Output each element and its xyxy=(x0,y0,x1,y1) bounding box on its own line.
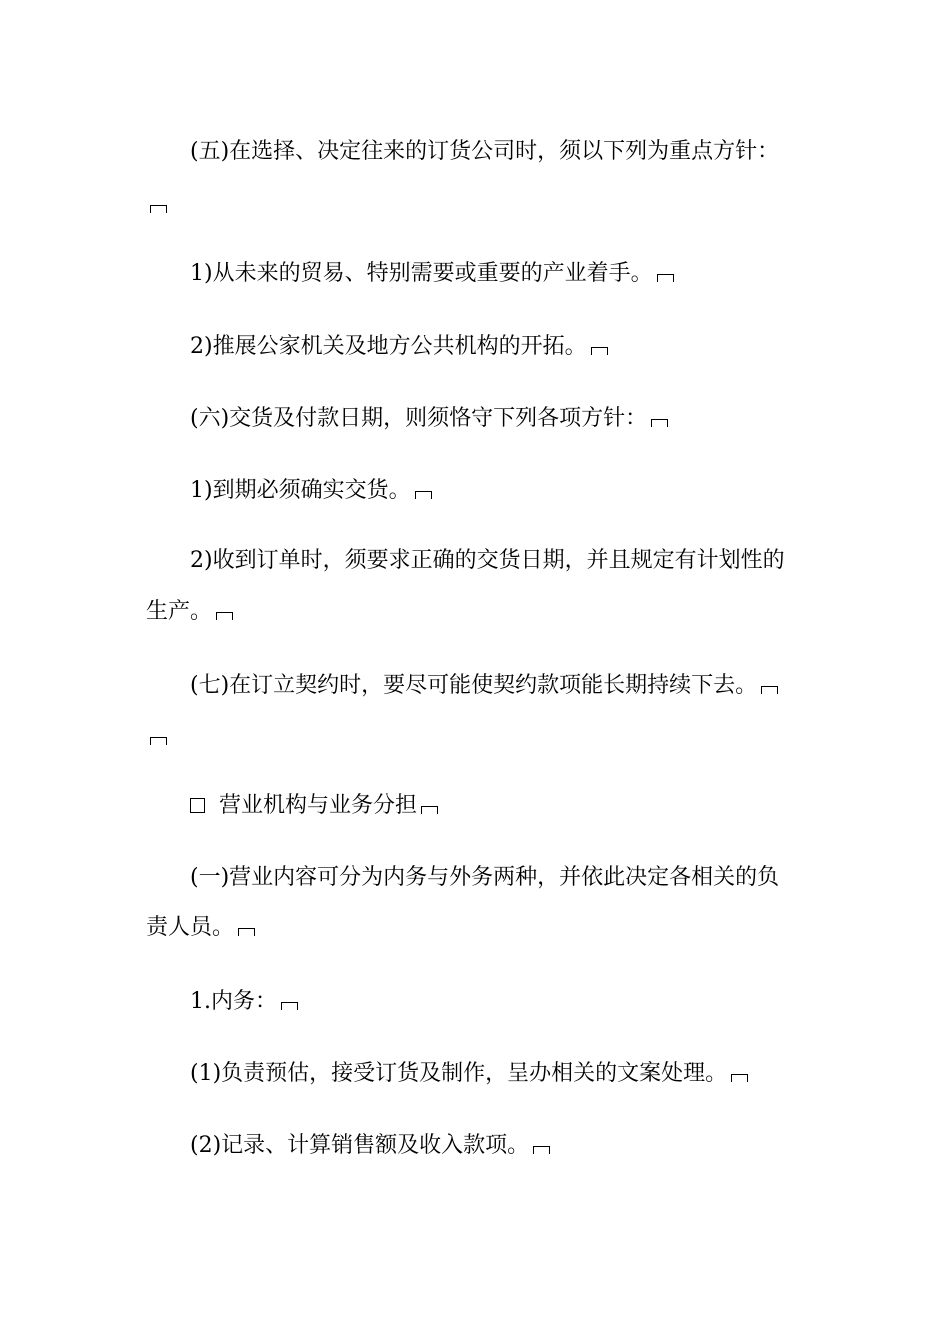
paragraph-mark-icon xyxy=(761,686,778,694)
paragraph-mark-icon xyxy=(731,1074,748,1082)
line-text: (一)营业内容可分为内务与外务两种，并依此决定各相关的负 xyxy=(190,865,780,890)
line-text: 1.内务： xyxy=(190,989,277,1014)
paragraph-mark-icon xyxy=(415,491,432,499)
line-text: (七)在订立契约时，要尽可能使契约款项能长期持续下去。 xyxy=(190,673,758,698)
paragraph-mark-icon xyxy=(591,347,608,355)
section-heading xyxy=(190,791,438,821)
paragraph-mark-icon xyxy=(150,737,167,745)
line-text: 1)从未来的贸易、特别需要或重要的产业着手。 xyxy=(190,261,653,286)
line-text: (六)交货及付款日期，则须恪守下列各项方针： xyxy=(190,406,648,431)
paragraph-mark-icon xyxy=(150,205,167,213)
paragraph-line xyxy=(190,476,432,506)
paragraph-line xyxy=(190,1059,748,1089)
paragraph-line xyxy=(146,597,233,627)
checkbox-square-icon xyxy=(190,798,205,813)
paragraph-line xyxy=(190,863,779,893)
paragraph-line xyxy=(190,259,674,289)
line-text: 生产。 xyxy=(146,599,213,624)
paragraph-line xyxy=(190,546,785,576)
paragraph-line xyxy=(190,137,779,167)
line-text: 1)到期必须确实交货。 xyxy=(190,478,411,503)
line-text: 责人员。 xyxy=(146,915,235,940)
line-text: (2)记录、计算销售额及收入款项。 xyxy=(190,1133,530,1158)
paragraph-mark-icon xyxy=(281,1002,298,1010)
paragraph-line xyxy=(190,987,298,1017)
paragraph-mark-icon xyxy=(216,612,233,620)
heading-text: 营业机构与业务分担 xyxy=(219,793,418,818)
line-text: (五)在选择、决定往来的订货公司时，须以下列为重点方针： xyxy=(190,139,780,164)
paragraph-line xyxy=(190,404,668,434)
paragraph-mark-icon xyxy=(651,419,668,427)
line-text: (1)负责预估，接受订货及制作，呈办相关的文案处理。 xyxy=(190,1061,728,1086)
line-text: 2)收到订单时，须要求正确的交货日期，并且规定有计划性的 xyxy=(190,548,785,573)
paragraph-line xyxy=(146,913,255,943)
line-text: 2)推展公家机关及地方公共机构的开拓。 xyxy=(190,334,587,359)
paragraph-line xyxy=(190,671,778,701)
paragraph-mark-icon xyxy=(657,274,674,282)
paragraph-line xyxy=(190,1131,550,1161)
paragraph-mark-icon xyxy=(533,1146,550,1154)
paragraph-mark-icon xyxy=(238,928,255,936)
paragraph-mark-icon xyxy=(421,806,438,814)
paragraph-line xyxy=(190,332,608,362)
